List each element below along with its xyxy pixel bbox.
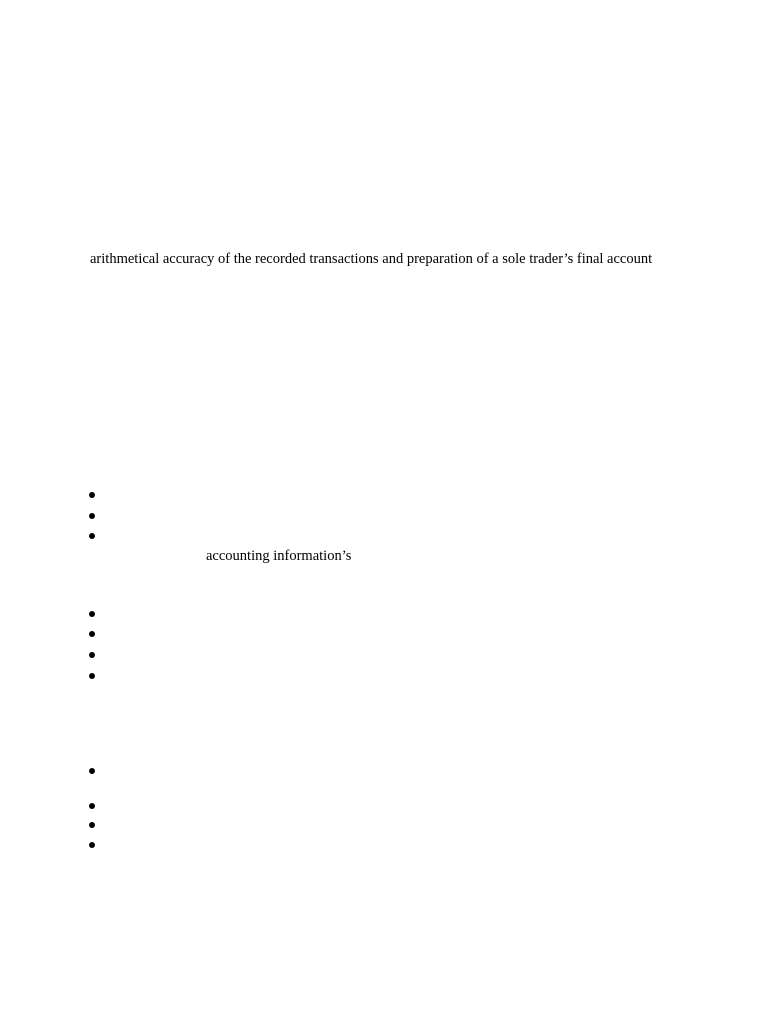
bullet-marker [89, 803, 95, 809]
bullet-marker [89, 673, 95, 679]
bullet-marker [89, 492, 95, 498]
body-text-line: arithmetical accuracy of the recorded transactions and preparation of a sole trader’s final account [90, 251, 653, 267]
bullet-marker [89, 611, 95, 617]
bullet-marker [89, 533, 95, 539]
bullet-marker [89, 631, 95, 637]
bullet-marker [89, 822, 95, 828]
body-text-line: accounting information’s [206, 548, 352, 564]
bullet-marker [89, 513, 95, 519]
bullet-marker [89, 842, 95, 848]
bullet-marker [89, 768, 95, 774]
bullet-marker [89, 652, 95, 658]
